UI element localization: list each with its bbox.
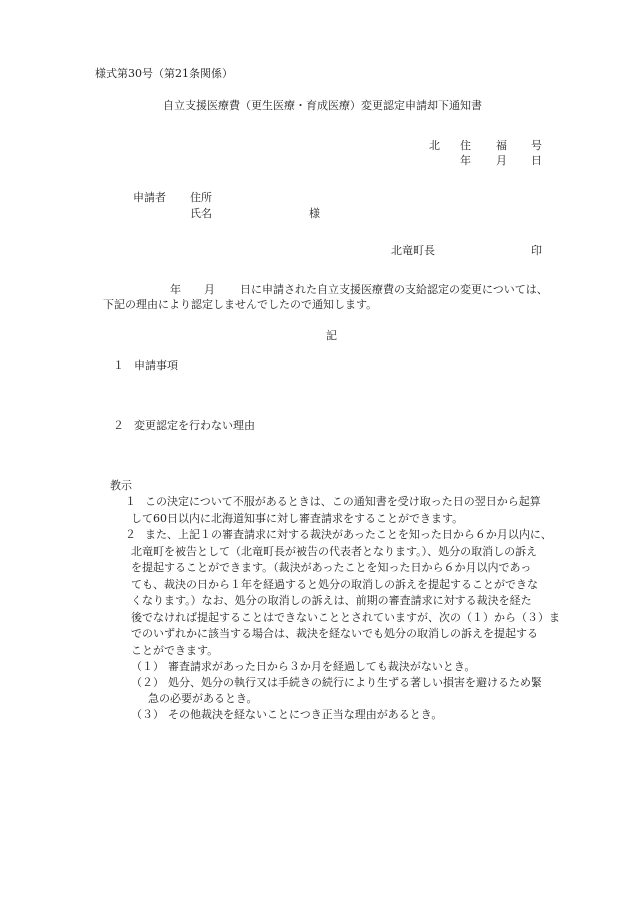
notice-item-2-line: また、上記１の審査請求に対する裁決があったことを知った日から６か月以内に、 (145, 528, 552, 541)
notice-item-2-line: 北竜町を被告として（北竜町長が被告の代表者となります。）、処分の取消しの訴え (131, 544, 538, 558)
section-1-number: １ (113, 359, 124, 372)
ki-heading: 記 (326, 329, 337, 342)
doc-number-prefix: 北 (429, 139, 440, 152)
intro-month: 月 (204, 283, 215, 296)
intro-line-1: 日に申請された自立支援医療費の支給認定の変更については、 (240, 283, 548, 296)
intro-line-2: 下記の理由により認定しませんでしたので通知します。 (103, 298, 378, 311)
notice-heading: 教示 (110, 479, 132, 492)
doc-number-part-b: 福 (496, 139, 507, 152)
notice-item-2-line: 後でなければ提起することはできないこととされていますが、次の（１）から（３）ま (131, 610, 560, 624)
date-year: 年 (460, 154, 471, 167)
notice-item-2-number: ２ (125, 528, 136, 541)
honorific: 様 (309, 207, 320, 220)
date-day: 日 (531, 154, 542, 167)
notice-item-2-line: を提起することができます。（裁決があったことを知った日から６か月以内であっ (131, 561, 532, 574)
subitem-3-number: （３） (131, 708, 164, 721)
section-2-number: ２ (113, 419, 124, 432)
section-2-label: 変更認定を行わない理由 (134, 419, 255, 432)
document-title: 自立支援医療費（更生医療・育成医療）変更認定申請却下通知書 (163, 99, 482, 112)
name-label: 氏名 (190, 207, 212, 220)
notice-item-1-line: この決定について不服があるときは、この通知書を受け取った日の翌日から起算 (145, 495, 541, 508)
notice-item-2-line: ても、裁決の日から１年を経過すると処分の取消しの訴えを提起することができな (131, 577, 538, 591)
intro-year: 年 (170, 283, 181, 296)
notice-item-2-line: ことができます。 (131, 643, 219, 657)
issuer-title: 北竜町長 (391, 244, 435, 257)
notice-item-2-line: くなります。）なお、処分の取消しの訴えは、前期の審査請求に対する裁決を経た (131, 594, 532, 607)
subitem-1-number: （１） (131, 660, 164, 673)
address-label: 住所 (190, 191, 212, 204)
date-month: 月 (496, 154, 507, 167)
notice-item-1-line: して60日以内に北海道知事に対し審査請求をすることができます。 (131, 511, 464, 525)
seal-mark: 印 (531, 244, 542, 257)
subitem-1-text: 審査請求があった日から３か月を経過しても裁決がないとき。 (168, 660, 476, 673)
subitem-3-text: その他裁決を経ないことにつき正当な理由があるとき。 (168, 708, 443, 721)
notice-item-2 (131, 527, 571, 659)
subitem-2-line-1: 処分、処分の執行又は手続きの続行により生ずる著しい損害を避けるため緊 (168, 676, 542, 689)
subitem-2-number: （２） (131, 676, 164, 689)
form-label: 様式第30号（第21条関係） (95, 67, 233, 80)
section-1-label: 申請事項 (134, 359, 178, 372)
applicant-label: 申請者 (133, 191, 166, 204)
notice-item-1 (131, 494, 571, 527)
notice-item-1-number: １ (125, 495, 136, 508)
notice-item-2-line: でのいずれかに該当する場合は、裁決を経ないでも処分の取消しの訴えを提起する (131, 627, 538, 640)
subitem-2-line-2: 急の必要があるとき。 (148, 692, 258, 705)
doc-number-suffix: 号 (531, 139, 542, 152)
doc-number-part-a: 住 (460, 139, 471, 152)
